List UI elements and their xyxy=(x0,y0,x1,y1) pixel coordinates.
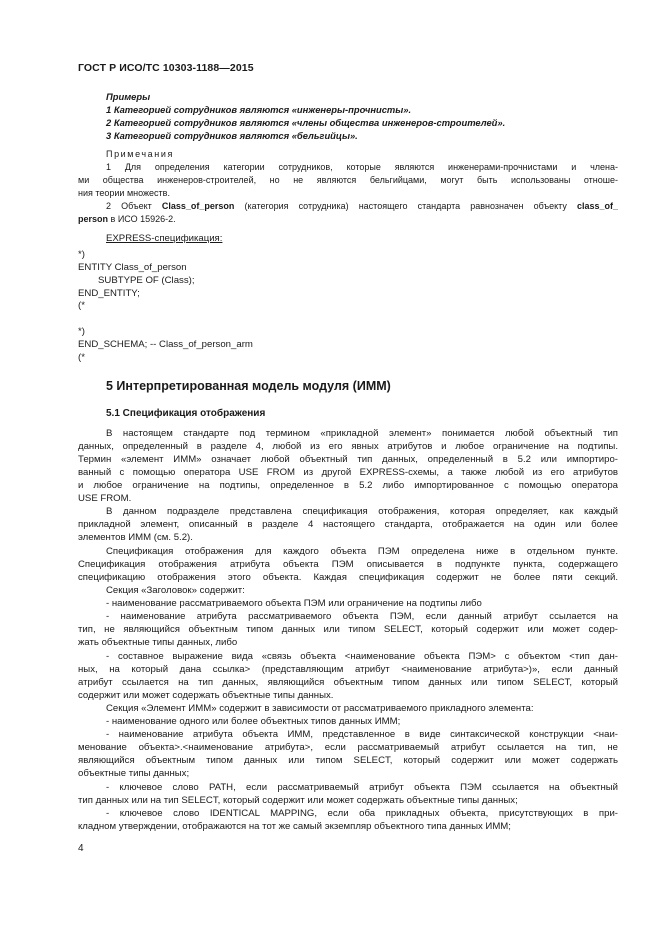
notes-heading: Примечания xyxy=(106,149,174,159)
body-line: - наименование атрибута объекта ИММ, представленное в виде синтаксической конструкции <наи- xyxy=(106,729,618,740)
body-line: являющийся объектным типом данных или типом SELECT, который содержит или может содержать xyxy=(78,755,618,766)
body-line: прикладной элемент, описанный в разделе 4 настоящего стандарта, отображается на один или более xyxy=(78,519,618,530)
note-2-entity: class_of_ xyxy=(576,201,618,211)
express-code-line: END_SCHEMA; -- Class_of_person_arm xyxy=(78,339,253,350)
body-line: содержит или может содержать объектные типы данных. xyxy=(78,690,334,701)
body-line: - составное выражение вида «связь объекта <наименование объекта ПЭМ> с объектом <тип дан- xyxy=(106,651,618,662)
page-number: 4 xyxy=(78,843,84,854)
note-line: ми общества инженеров-строителей, но не являются бельгийцами, могут быть использованы отноше- xyxy=(78,175,618,185)
note-2-text: в ИСО 15926-2. xyxy=(110,214,176,224)
body-line: кладном утверждении, отображаются на тот же самый экземпляр объектного типа данных ИММ; xyxy=(78,821,511,832)
body-line: - ключевое слово IDENTICAL MAPPING, если оба прикладных объекта, присутствующих в при- xyxy=(106,808,618,819)
body-line: - наименование атрибута рассматриваемого объекта ПЭМ, если данный атрибут ссылается на xyxy=(106,611,618,622)
note-2-line xyxy=(106,200,618,213)
example-item: 2 Категорией сотрудников являются «члены общества инженеров-строителей». xyxy=(106,117,506,128)
note-2-line-end xyxy=(78,213,176,226)
body-line: Спецификация отображения атрибута объекта ПЭМ описывается в подпункте пункта, содержащего xyxy=(78,559,618,570)
section-5-title: 5 Интерпретированная модель модуля (ИММ) xyxy=(106,379,391,393)
body-line: элементов ИММ (см. 5.2). xyxy=(78,532,193,543)
express-code-line: (* xyxy=(78,352,85,363)
document-header: ГОСТ Р ИСО/ТС 10303-1188—2015 xyxy=(78,62,254,74)
body-line: и любое ограничение на подтипы, определенное в 5.2 либо импортированное с помощью оператора xyxy=(78,480,618,491)
body-line: ных, на который дана ссылка> (представляющим атрибут <наименование атрибута>)», если данный xyxy=(78,664,618,675)
express-code-line: END_ENTITY; xyxy=(78,288,140,299)
body-line: Секция «Заголовок» содержит: xyxy=(106,585,245,596)
note-2-entity: person xyxy=(78,214,109,224)
example-item: 3 Категорией сотрудников являются «бельгийцы». xyxy=(106,130,358,141)
body-line: менование объекта>.<наименование атрибута>, если рассматриваемый атрибут ссылается на тип, не xyxy=(78,742,618,753)
body-line: - ключевое слово PATH, если рассматриваемый атрибут объекта ПЭМ ссылается на объектный xyxy=(106,782,618,793)
body-line: атрибут ссылается на тип данных, являющийся объектным типом данных или типом SELECT, который xyxy=(78,677,618,688)
body-line: USE FROM. xyxy=(78,493,132,504)
express-code-line: *) xyxy=(78,326,85,337)
body-line: тип данных или на тип SELECT, который содержит или может содержать объектные типы данных; xyxy=(78,795,518,806)
examples-heading: Примеры xyxy=(106,91,151,102)
note-line: ния теории множеств. xyxy=(78,188,170,198)
section-5-1-title: 5.1 Спецификация отображения xyxy=(106,408,266,419)
body-line: Спецификация отображения для каждого объекта ПЭМ определена ниже в отдельном пункте. xyxy=(106,546,618,557)
body-line: жать объектные типы данных, либо xyxy=(78,637,238,648)
express-label: EXPRESS-спецификация: xyxy=(106,233,223,244)
body-line: - наименование рассматриваемого объекта ПЭМ или ограничение на подтипы либо xyxy=(106,598,482,609)
body-line: Термин «элемент ИММ» означает любой объектный тип данных, определенный в 5.2 или импортиро- xyxy=(78,454,618,465)
body-line: В настоящем стандарте под термином «прикладной элемент» понимается любой объектный тип xyxy=(106,428,618,439)
body-line: Секция «Элемент ИММ» содержит в зависимости от рассматриваемого прикладного элемента: xyxy=(106,703,534,714)
note-2-text: (категория сотрудника) настоящего стандарта равнозначен объекту xyxy=(244,201,567,211)
body-line: данных, определенный в разделе 4, любой из его явных атрибутов и любое ограничение на подтипы. xyxy=(78,441,618,452)
example-item: 1 Категорией сотрудников являются «инженеры-прочнисты». xyxy=(106,104,412,115)
body-line: В данном подразделе представлена спецификация отображения, которая определяет, как каждый xyxy=(106,506,618,517)
note-2-entity: Class_of_person xyxy=(161,201,235,211)
body-line: спецификацию отображения этого объекта. Каждая спецификация содержит не более пяти секций. xyxy=(78,572,618,583)
body-line: тип, не являющийся объектным типом данных или типом SELECT, который содержит или может содер- xyxy=(78,624,618,635)
body-line: - наименование одного или более объектных типов данных ИММ; xyxy=(106,716,401,727)
express-code-line: *) xyxy=(78,249,85,260)
body-line: объектные типы данных; xyxy=(78,768,190,779)
express-code-line: SUBTYPE OF (Class); xyxy=(98,275,195,286)
note-line: 1 Для определения категории сотрудников, которые являются инженерами-прочнистами и члена- xyxy=(106,162,618,172)
express-code-line: ENTITY Class_of_person xyxy=(78,262,187,273)
note-2-text: 2 Объект xyxy=(106,201,152,211)
express-code-line: (* xyxy=(78,300,85,311)
body-line: ванный с помощью оператора USE FROM из другой EXPRESS-схемы, а также любой из его атрибутов xyxy=(78,467,618,478)
